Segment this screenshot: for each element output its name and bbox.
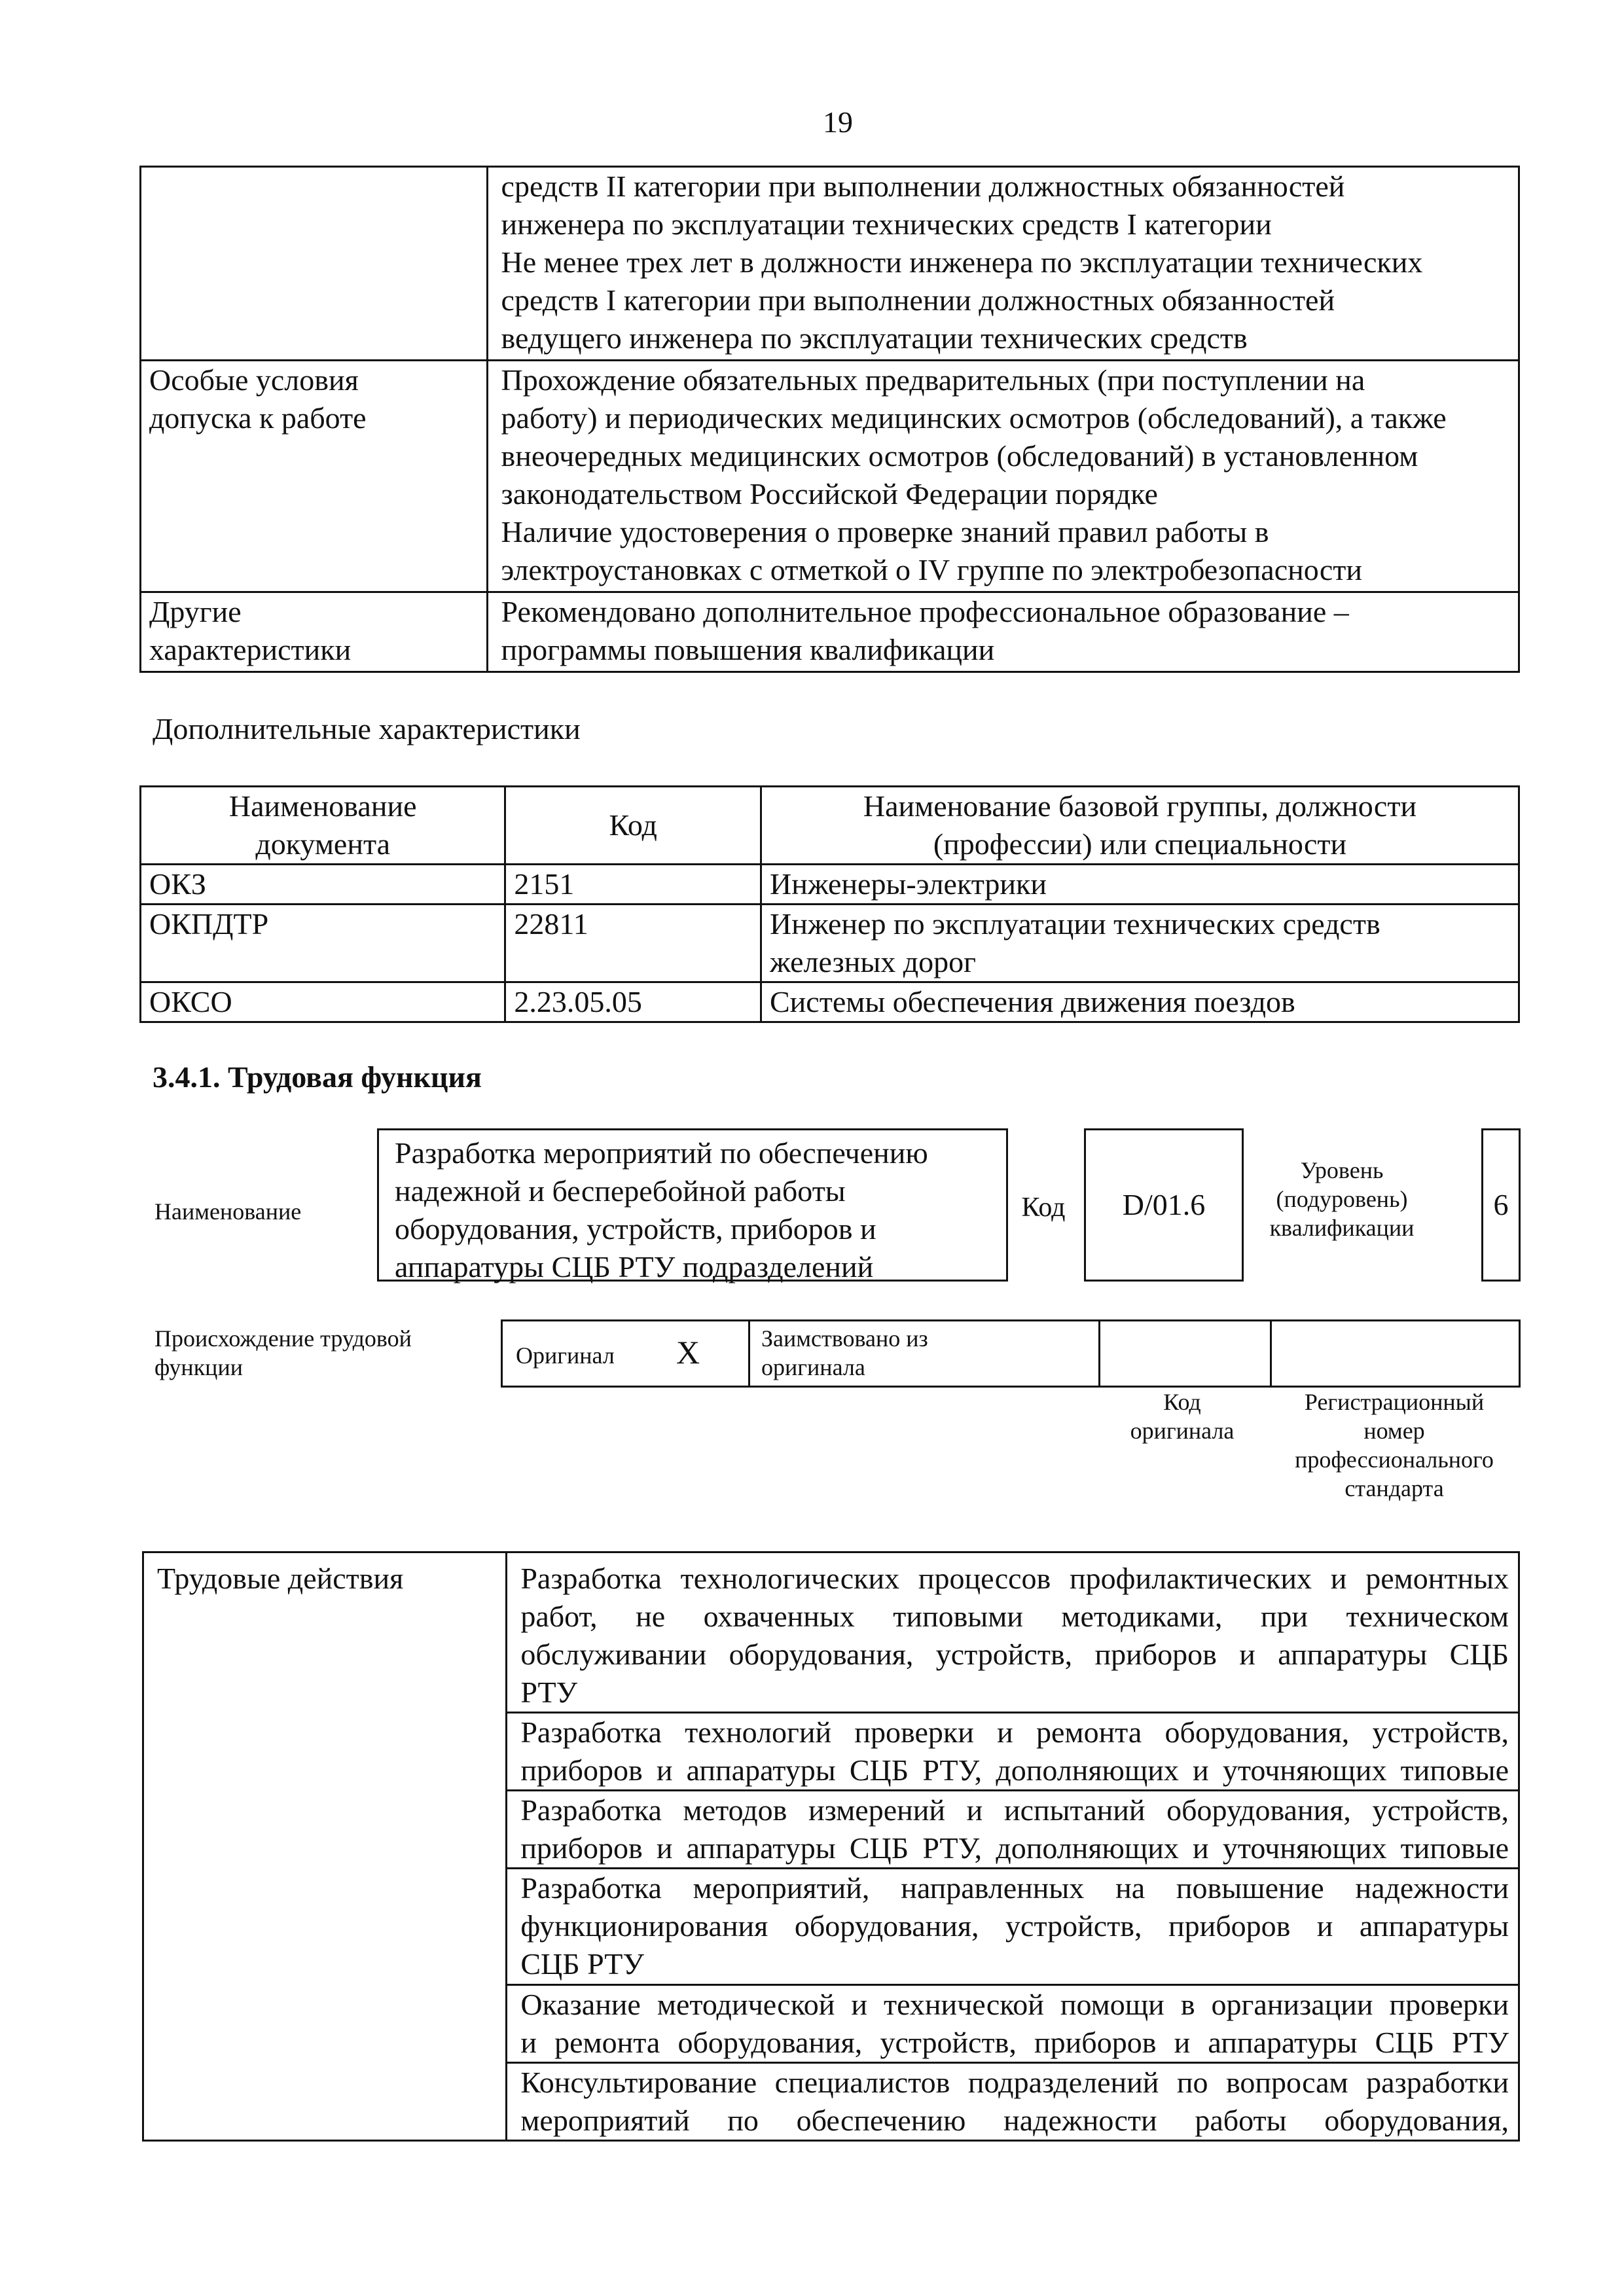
qualification-level-box [1481, 1128, 1521, 1282]
special-conditions-label: Особые условия допуска к работе [141, 361, 488, 592]
table-row [141, 982, 1519, 1022]
action-item: Разработка мероприятий, направленных на повышение надежности функционирования оборудования, устройств, приборов и аппаратуры СЦБ РТУ [507, 1869, 1519, 1985]
table-row [141, 592, 1519, 672]
function-code-value: D/01.6 [1122, 1188, 1206, 1221]
qualification-level-value: 6 [1493, 1188, 1509, 1221]
function-name-box: Разработка мероприятий по обеспечению надежной и бесперебойной работы оборудования, устройств, приборов и аппаратуры СЦБ РТУ подразделений [377, 1128, 1008, 1282]
other-characteristics-label: Другие характеристики [141, 592, 488, 672]
cell-code: 2.23.05.05 [505, 982, 761, 1022]
cell-name: Инженеры-электрики [761, 865, 1519, 905]
original-label: Оригинал [516, 1342, 615, 1369]
labor-actions-table [142, 1551, 1520, 2142]
additional-characteristics-table [139, 785, 1520, 1023]
cell-name: Системы обеспечения движения поездов [761, 982, 1519, 1022]
table-row [141, 905, 1519, 982]
labor-actions-label: Трудовые действия [143, 1552, 507, 2141]
cell-name: Инженер по эксплуатации технических средств железных дорог [761, 905, 1519, 982]
table-row [141, 865, 1519, 905]
borrowed-label: Заимствовано из оригинала [761, 1325, 928, 1380]
cell-code: 2151 [505, 865, 761, 905]
table-row [141, 361, 1519, 592]
divider [748, 1321, 750, 1386]
cell-doc: ОКСО [141, 982, 505, 1022]
divider [1098, 1321, 1100, 1386]
header-document: Наименование документа [141, 787, 505, 865]
code-label: Код [1021, 1193, 1066, 1223]
qualification-level-label: Уровень (подуровень) квалификации [1269, 1157, 1415, 1241]
action-item: Оказание методической и технической помощи в организации проверки и ремонта оборудования, устройств, приборов и аппаратуры СЦБ РТУ [507, 1985, 1519, 2063]
action-item: Разработка методов измерений и испытаний оборудования, устройств, приборов и аппаратуры СЦБ РТУ, дополняющих и уточняющих типовые [507, 1791, 1519, 1869]
action-item: Консультирование специалистов подразделений по вопросам разработки мероприятий по обеспечению надежности работы оборудования, [507, 2063, 1519, 2141]
header-code: Код [505, 787, 761, 865]
cell-code: 22811 [505, 905, 761, 982]
cell-doc: ОКЗ [141, 865, 505, 905]
original-mark: X [676, 1334, 700, 1371]
table-row [143, 1552, 1519, 1713]
function-code-box [1084, 1128, 1244, 1282]
function-name-label: Наименование [154, 1198, 302, 1225]
row-label [141, 167, 488, 361]
code-original-caption: Код оригинала [1130, 1389, 1235, 1444]
action-item: Разработка технологий проверки и ремонта оборудования, устройств, приборов и аппаратуры СЦБ РТУ, дополняющих и уточняющих типовые [507, 1713, 1519, 1791]
divider [1270, 1321, 1272, 1386]
header-name: Наименование базовой группы, должности (профессии) или специальности [761, 787, 1519, 865]
row-content: средств II категории при выполнении должностных обязанностей инженера по эксплуатации технических средств I категории Не менее трех лет в должности инженера по эксплуатации технических средств I категории при выполнении должностных обязанностей ведущего инженера по эксплуатации технических средств [487, 167, 1519, 361]
special-conditions-content: Прохождение обязательных предварительных (при поступлении на работу) и периодических медицинских осмотров (обследований), а также внеочередных медицинских осмотров (обследований) в установленном законодательством Российской Федерации порядке Наличие удостоверения о проверке знаний правил работы в электроустановках с отметкой о IV группе по электробезопасности [487, 361, 1519, 592]
other-characteristics-content: Рекомендовано дополнительное профессиональное образование – программы повышения квалификации [487, 592, 1519, 672]
origin-table [501, 1319, 1521, 1388]
cell-doc: ОКПДТР [141, 905, 505, 982]
additional-characteristics-title: Дополнительные характеристики [153, 712, 581, 745]
table-row [141, 167, 1519, 361]
section-title: 3.4.1. Трудовая функция [153, 1060, 482, 1094]
action-item: Разработка технологических процессов профилактических и ремонтных работ, не охваченных типовыми методиками, при техническом обслуживании оборудования, устройств, приборов и аппаратуры СЦБ РТУ [507, 1552, 1519, 1713]
origin-label: Происхождение трудовой функции [154, 1325, 412, 1380]
registration-number-caption: Регистрационный номер профессионального стандарта [1295, 1389, 1494, 1501]
page-number: 19 [823, 105, 853, 139]
table-header-row [141, 787, 1519, 865]
qualification-table [139, 166, 1520, 673]
